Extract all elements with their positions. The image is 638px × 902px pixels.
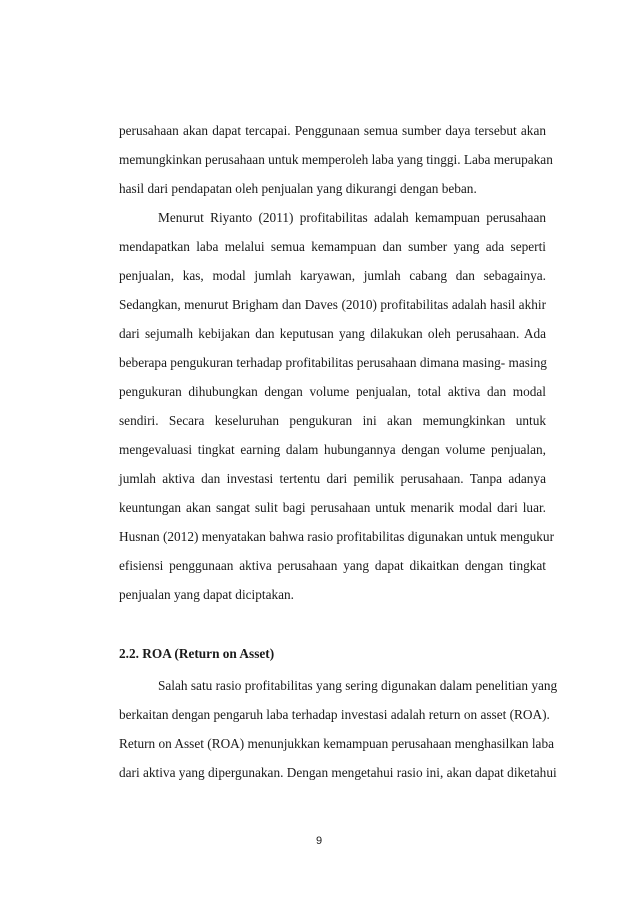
paragraph-3-line-2: berkaitan dengan pengaruh laba terhadap investasi adalah return on asset (ROA). <box>119 707 550 722</box>
paragraph-3-line-1: Salah satu rasio profitabilitas yang sering digunakan dalam penelitian yang <box>158 678 558 693</box>
paragraph-2-line-13: efisiensi penggunaan aktiva perusahaan yang dapat dikaitkan dengan tingkat <box>119 558 546 573</box>
paragraph-2-line-7: pengukuran dihubungkan dengan volume penjualan, total aktiva dan modal <box>119 384 546 399</box>
paragraph-1-line-2: memungkinkan perusahaan untuk memperoleh laba yang tinggi. Laba merupakan <box>119 152 553 167</box>
section-heading: 2.2. ROA (Return on Asset) <box>119 646 275 661</box>
paragraph-2-line-14: penjualan yang dapat diciptakan. <box>119 587 295 602</box>
paragraph-3-line-3: Return on Asset (ROA) menunjukkan kemampuan perusahaan menghasilkan laba <box>119 736 554 751</box>
paragraph-2-line-6: beberapa pengukuran terhadap profitabilitas perusahaan dimana masing- masing <box>119 355 547 370</box>
paragraph-2-line-10: jumlah aktiva dan investasi tertentu dari pemilik perusahaan. Tanpa adanya <box>119 471 546 486</box>
paragraph-2-line-3: penjualan, kas, modal jumlah karyawan, jumlah cabang dan sebagainya. <box>119 268 546 283</box>
paragraph-2-line-9: mengevaluasi tingkat earning dalam hubungannya dengan volume penjualan, <box>119 442 546 457</box>
paragraph-1-line-3: hasil dari pendapatan oleh penjualan yang dikurangi dengan beban. <box>119 181 477 196</box>
paragraph-2-line-12: Husnan (2012) menyatakan bahwa rasio profitabilitas digunakan untuk mengukur <box>119 529 554 544</box>
paragraph-2-line-5: dari sejumalh kebijakan dan keputusan yang dilakukan oleh perusahaan. Ada <box>119 326 546 341</box>
paragraph-2-line-1: Menurut Riyanto (2011) profitabilitas adalah kemampuan perusahaan <box>158 210 546 225</box>
paragraph-2-line-8: sendiri. Secara keseluruhan pengukuran ini akan memungkinkan untuk <box>119 413 546 428</box>
paragraph-3-line-4: dari aktiva yang dipergunakan. Dengan mengetahui rasio ini, akan dapat diketahui <box>119 765 557 780</box>
paragraph-2-line-4: Sedangkan, menurut Brigham dan Daves (2010) profitabilitas adalah hasil akhir <box>119 297 546 312</box>
paragraph-2-line-2: mendapatkan laba melalui semua kemampuan dan sumber yang ada seperti <box>119 239 546 254</box>
paragraph-1-line-1: perusahaan akan dapat tercapai. Penggunaan semua sumber daya tersebut akan <box>119 123 546 138</box>
page-number: 9 <box>315 835 323 847</box>
paragraph-2-line-11: keuntungan akan sangat sulit bagi perusahaan untuk menarik modal dari luar. <box>119 500 546 515</box>
